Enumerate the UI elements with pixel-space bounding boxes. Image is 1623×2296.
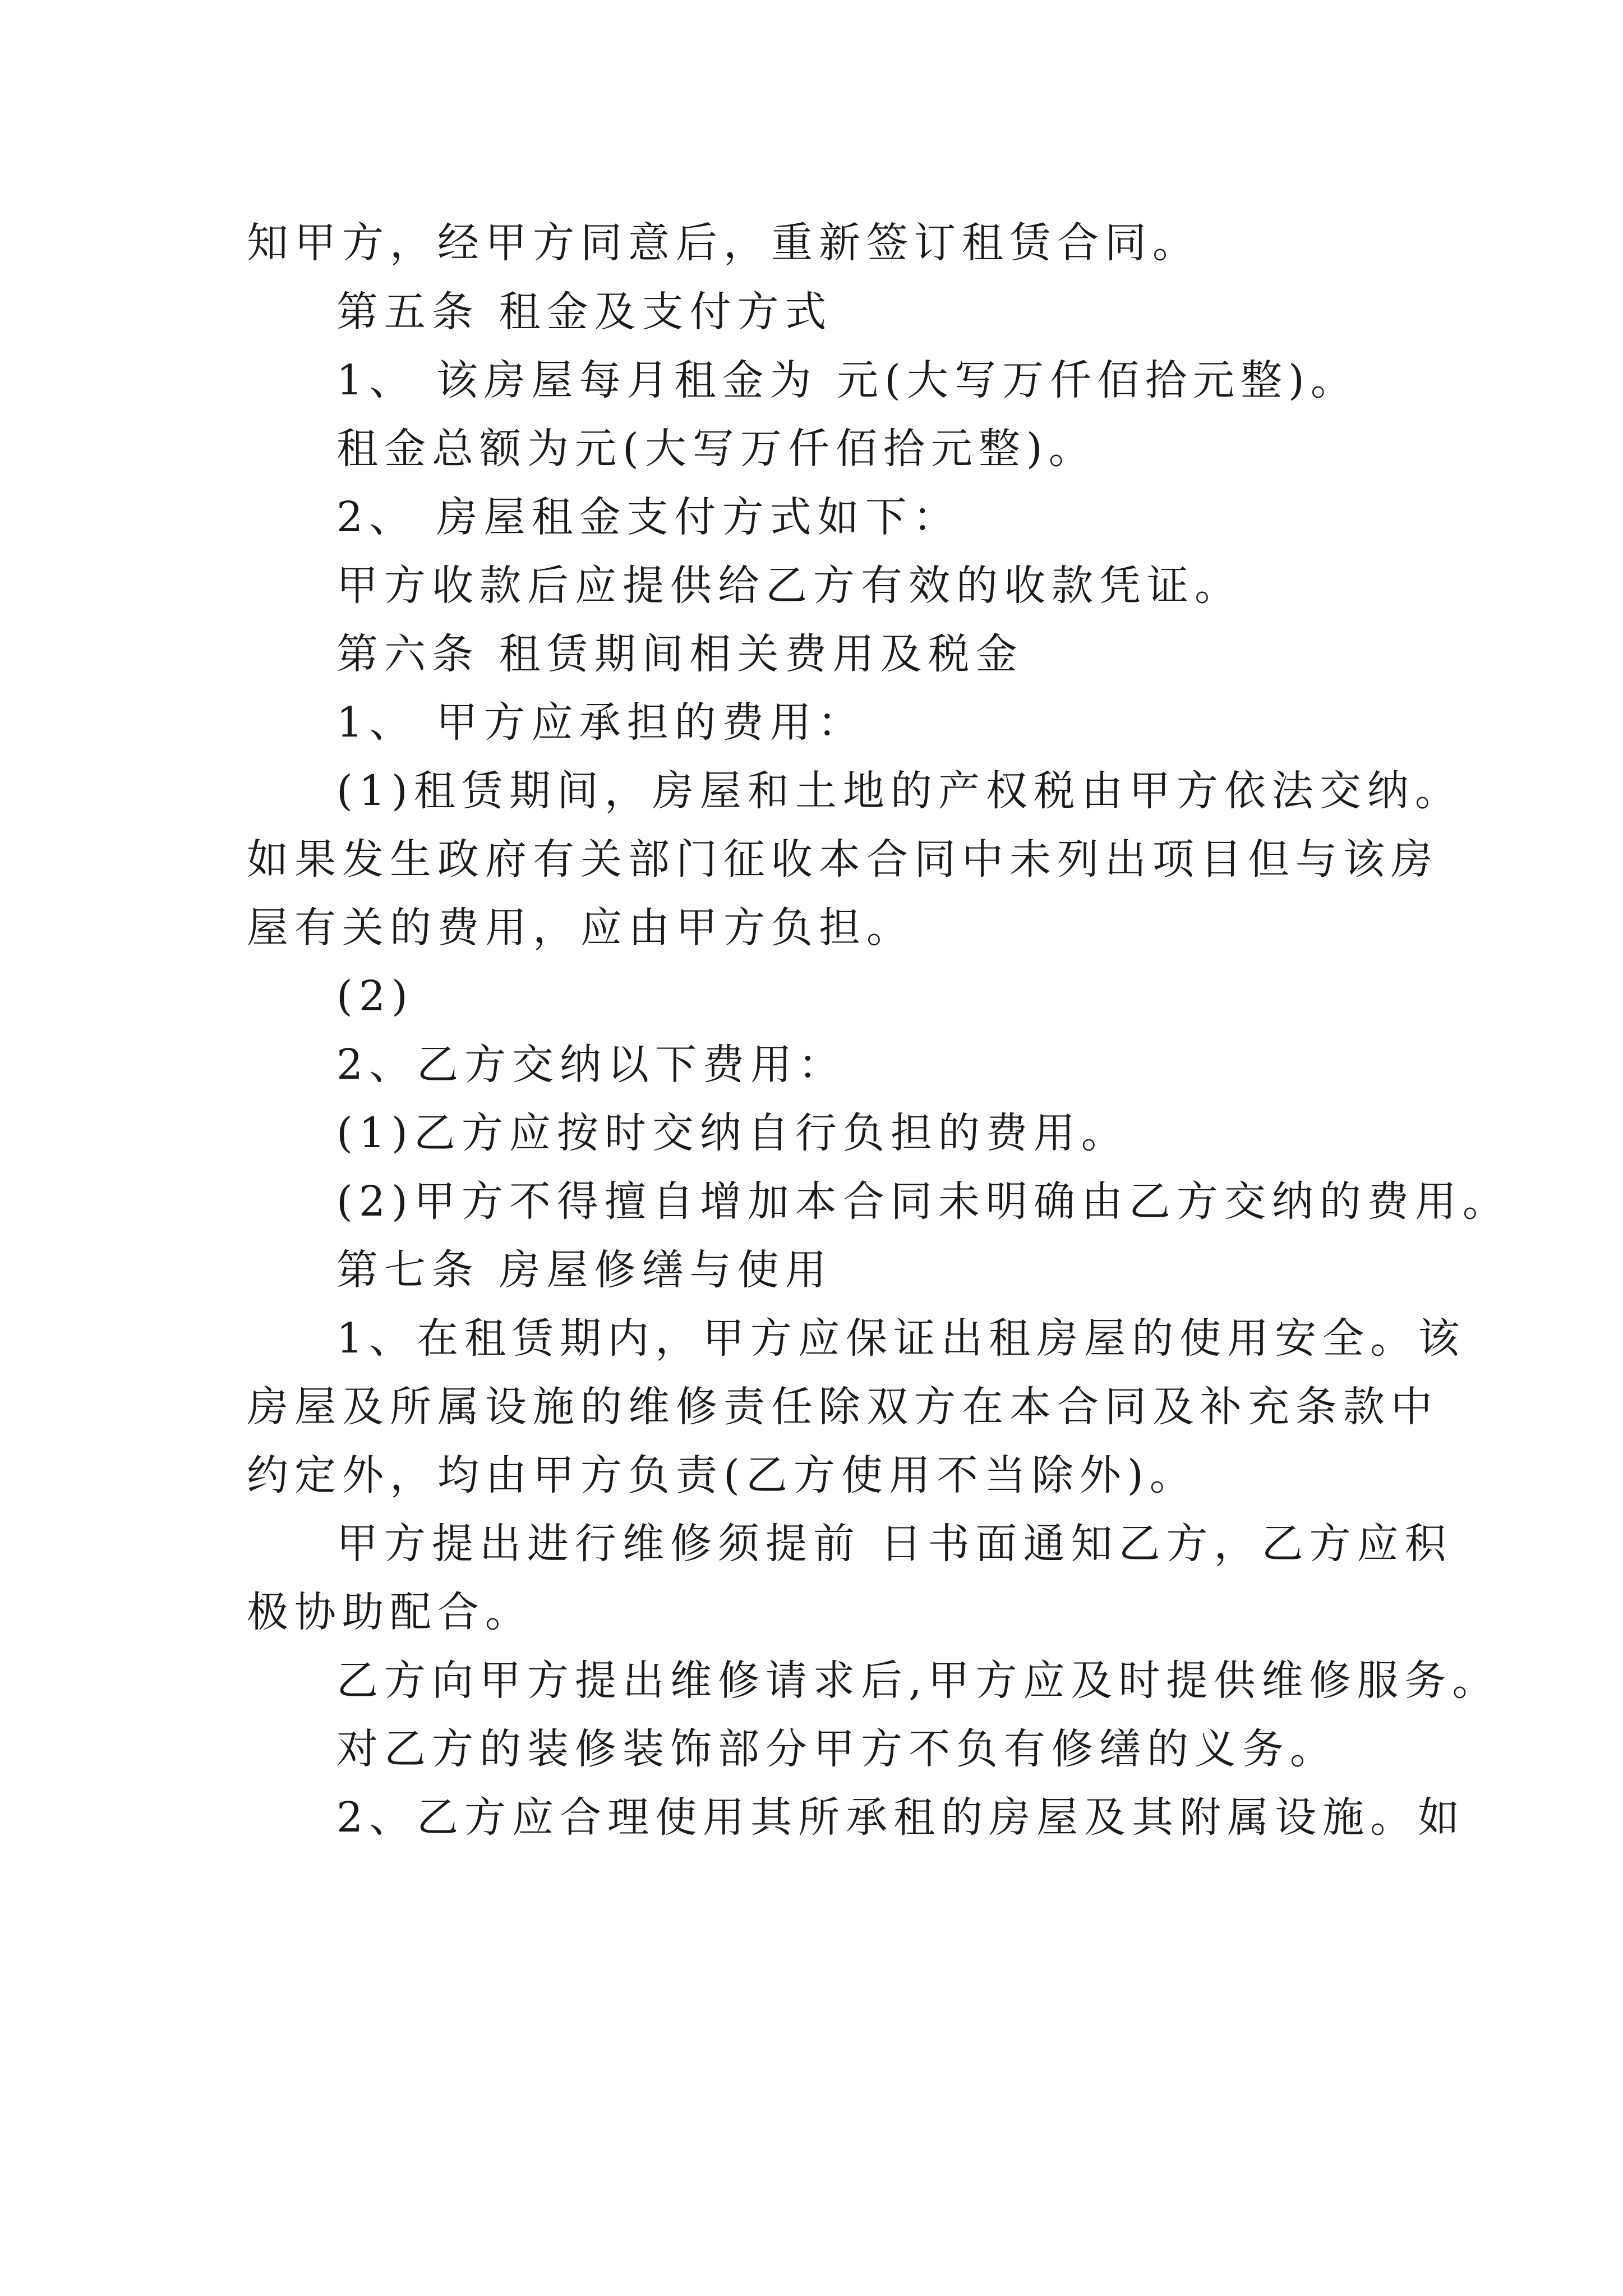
article-6-heading: 第六条 租赁期间相关费用及税金 (336, 630, 1023, 678)
text-line-5: 2、 房屋租金支付方式如下： (336, 493, 961, 541)
text-line-1: 知甲方，经甲方同意后，重新签订租赁合同。 (247, 219, 1200, 267)
text-line-3: 1、 该房屋每月租金为 元(大写万仟佰拾元整)。 (336, 356, 1358, 404)
text-line-14: (1)乙方应按时交纳自行负担的费用。 (336, 1109, 1129, 1157)
text-line-21: 极协助配合。 (247, 1588, 533, 1636)
text-line-19: 约定外，均由甲方负责(乙方使用不当除外)。 (247, 1451, 1197, 1499)
text-line-11: 屋有关的费用，应由甲方负担。 (247, 904, 914, 952)
text-line-17: 1、在租赁期内，甲方应保证出租房屋的使用安全。该 (336, 1314, 1466, 1363)
text-line-9: (1)租赁期间，房屋和土地的产权税由甲方依法交纳。 (336, 767, 1463, 815)
text-line-24: 2、乙方应合理使用其所承租的房屋及其附属设施。如 (336, 1793, 1466, 1842)
article-5-heading: 第五条 租金及支付方式 (336, 288, 833, 336)
text-line-10: 如果发生政府有关部门征收本合同中未列出项目但与该房 (247, 835, 1438, 884)
text-line-13: 2、乙方交纳以下费用： (336, 1041, 846, 1089)
text-line-4: 租金总额为元(大写万仟佰拾元整)。 (336, 425, 1096, 473)
text-line-20: 甲方提出进行维修须提前 日书面通知乙方，乙方应积 (336, 1520, 1453, 1568)
text-line-22: 乙方向甲方提出维修请求后,甲方应及时提供维修服务。 (336, 1657, 1500, 1705)
text-line-15: (2)甲方不得擅自增加本合同未明确由乙方交纳的费用。 (336, 1177, 1510, 1226)
text-line-6: 甲方收款后应提供给乙方有效的收款凭证。 (336, 562, 1242, 610)
text-line-23: 对乙方的装修装饰部分甲方不负有修缮的义务。 (336, 1725, 1338, 1773)
text-line-18: 房屋及所属设施的维修责任除双方在本合同及补充条款中 (247, 1383, 1438, 1431)
article-7-heading: 第七条 房屋修缮与使用 (336, 1246, 833, 1294)
text-line-8: 1、 甲方应承担的费用： (336, 698, 865, 747)
text-line-12: (2) (336, 972, 414, 1020)
